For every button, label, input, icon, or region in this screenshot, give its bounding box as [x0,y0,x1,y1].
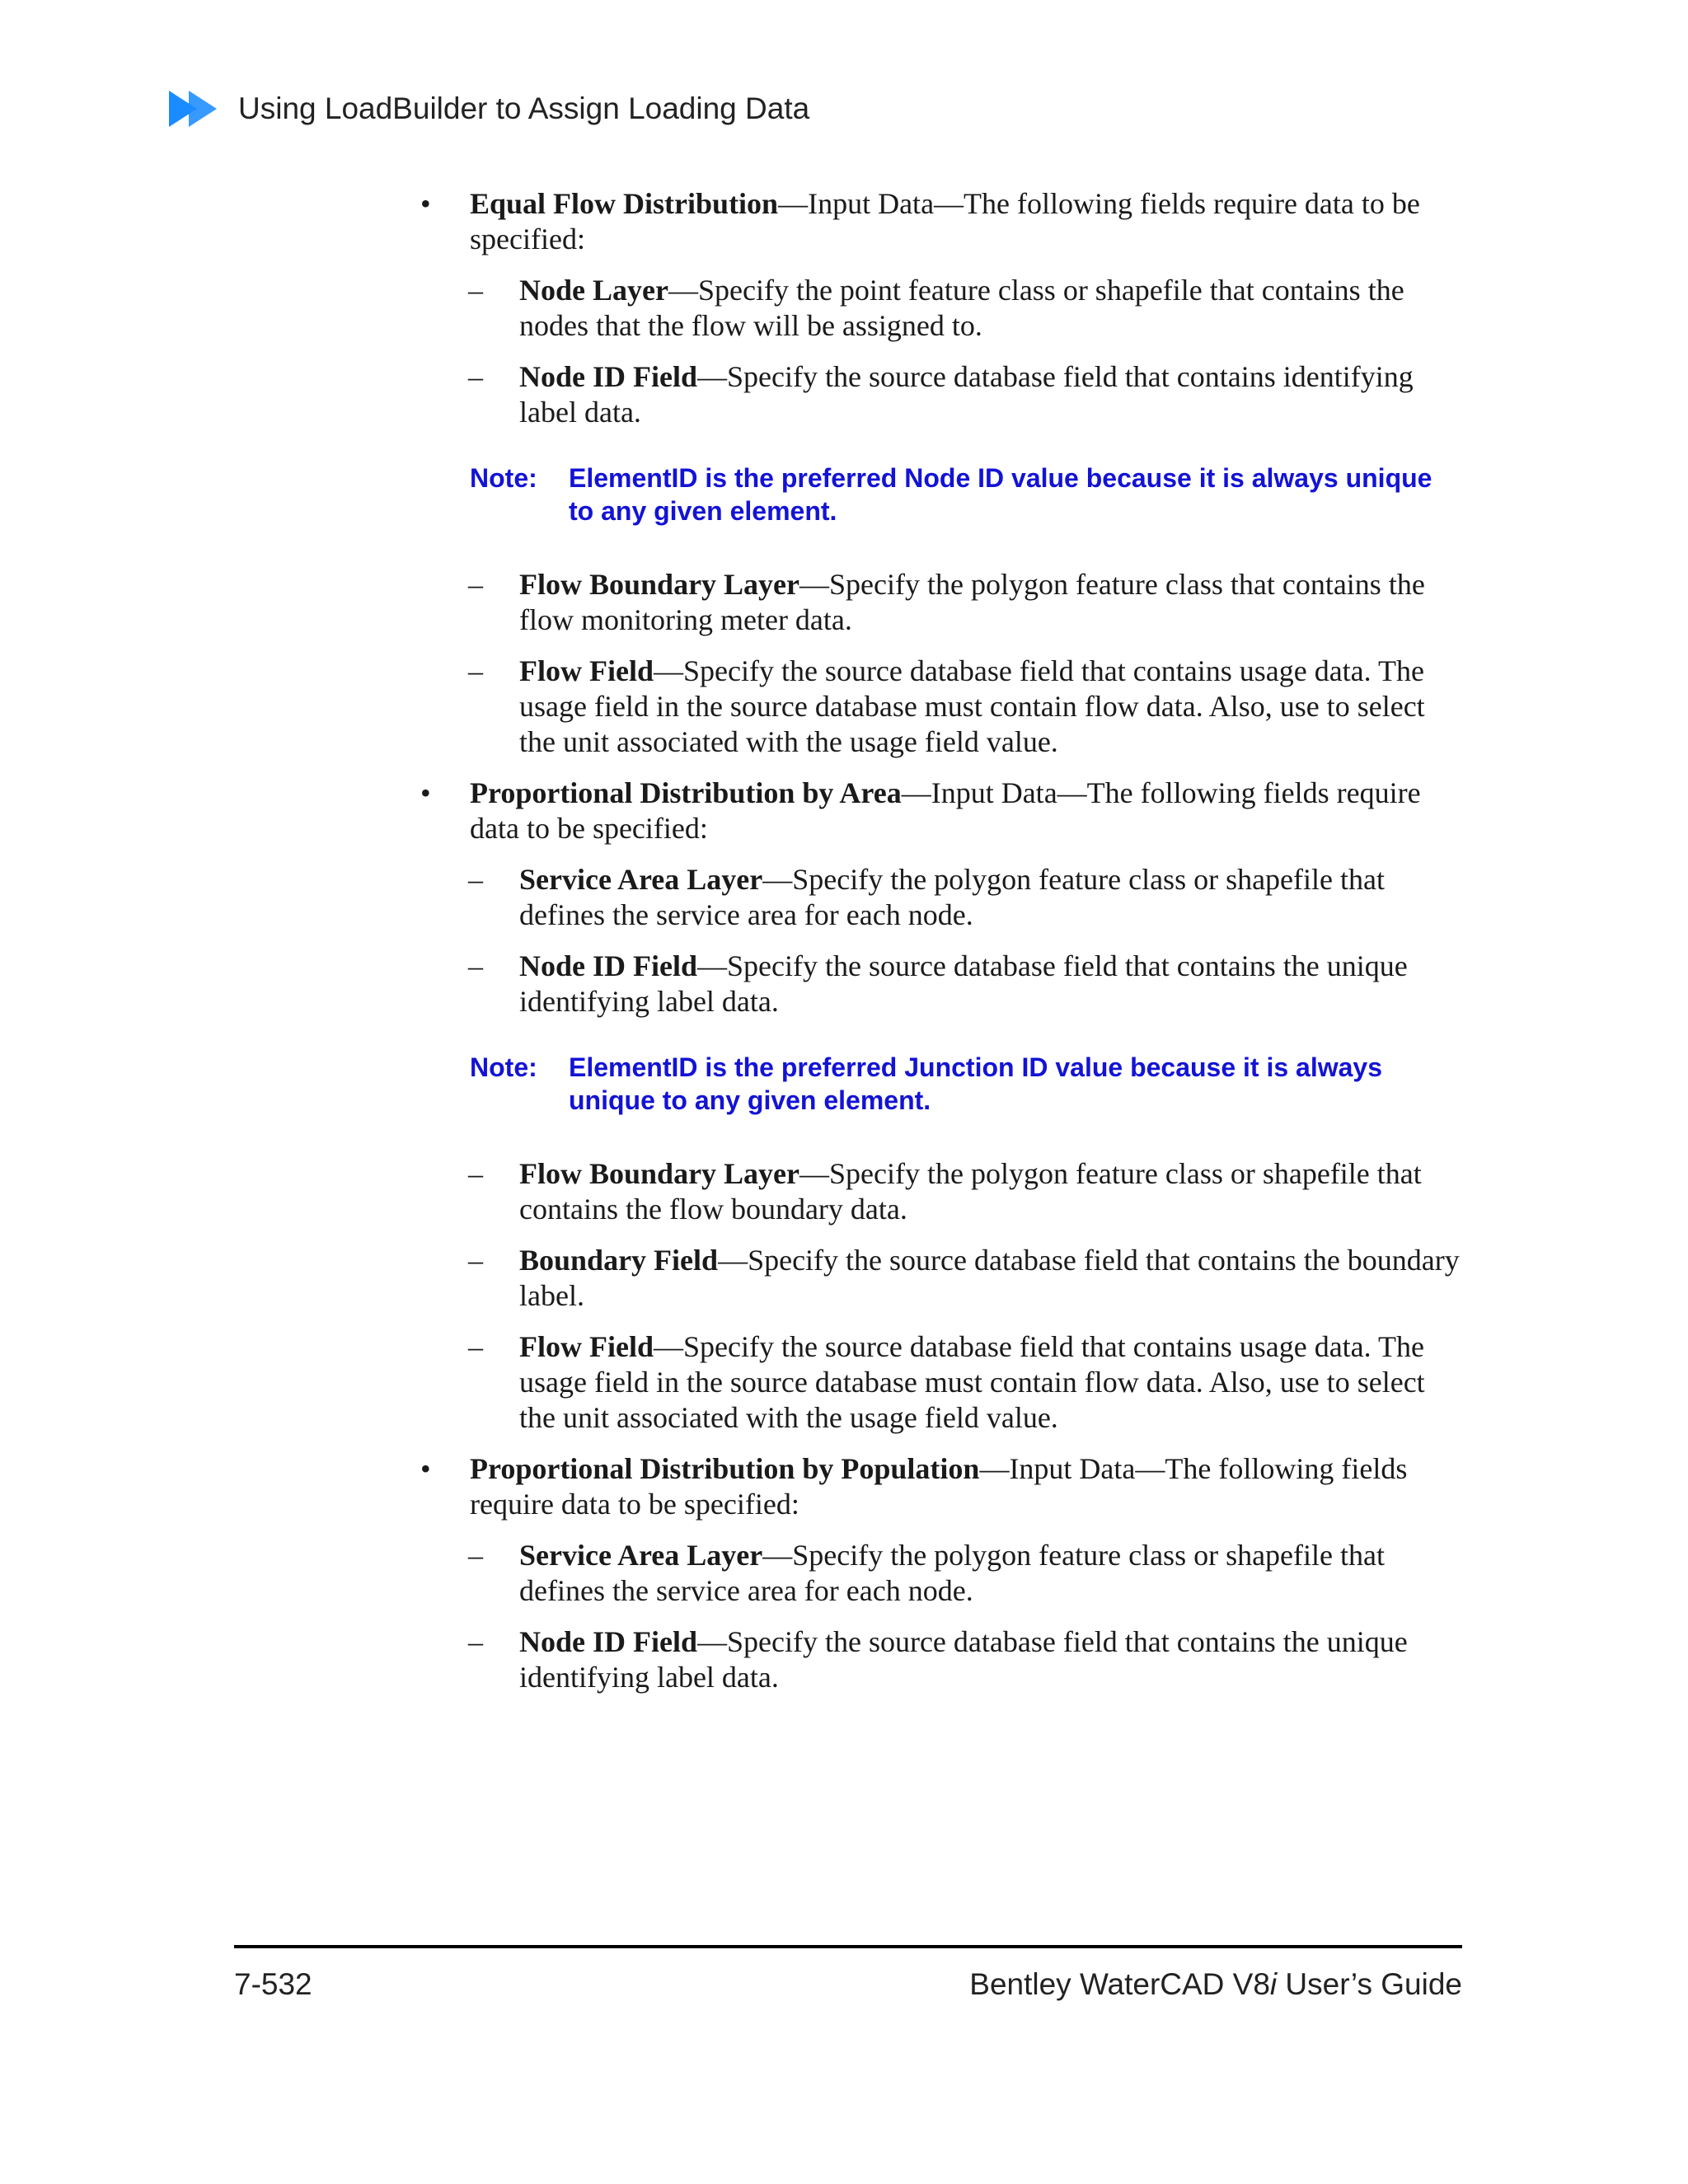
dash-marker: – [468,1625,483,1658]
double-chevron-right-icon [169,91,220,127]
dash-marker: – [468,568,483,601]
note-text: ElementID is the preferred Junction ID value because it is always unique to any given element. [569,1052,1383,1115]
dash-marker: – [468,1330,483,1363]
sub-item-term: Flow Boundary Layer [519,568,800,601]
sub-item-service-area-layer [419,862,1461,933]
sub-item-boundary-field [419,1243,1461,1314]
note-label: Note: [470,463,537,493]
sub-item-flow-boundary-layer [419,1156,1461,1227]
sub-item-service-area-layer [419,1538,1461,1609]
list-item-text: —Input Data—The following fields require data to be specified: [470,1452,1408,1521]
guide-title [969,1966,1462,2003]
sub-item-term: Flow Field [519,654,654,687]
note-junction-id [419,1051,1461,1117]
list-item-term: Equal Flow Distribution [470,187,779,220]
bullet-marker: • [420,1452,431,1485]
sub-item-text: —Specify the source database field that contains the unique identifying label data. [519,949,1408,1018]
sub-item-text: —Specify the source database field that contains the boundary label. [519,1244,1460,1312]
sub-item-term: Service Area Layer [519,1539,763,1572]
note-text: ElementID is the preferred Node ID value because it is always unique to any given element. [569,463,1432,526]
list-item-proportional-distribution-by-area [419,776,1461,846]
sub-item-text: —Specify the polygon feature class or shapefile that defines the service area for each node. [519,1539,1385,1607]
sub-item-node-id-field [419,949,1461,1019]
sub-item-flow-field [419,1329,1461,1436]
dash-marker: – [468,1157,483,1190]
sub-item-term: Node ID Field [519,949,697,982]
bullet-marker: • [420,776,431,809]
footer-rule [234,1945,1462,1948]
sub-item-text: —Specify the point feature class or shapefile that contains the nodes that the flow will be assigned to. [519,274,1404,342]
sub-item-term: Service Area Layer [519,863,763,896]
sub-item-flow-boundary-layer [419,567,1461,638]
note-node-id [419,462,1461,527]
running-header-title: Using LoadBuilder to Assign Loading Data [238,91,810,125]
dash-marker: – [468,274,483,307]
dash-marker: – [468,949,483,982]
guide-title-italic: i [1269,1967,1278,2001]
sub-item-term: Node Layer [519,274,668,307]
sub-item-text: —Specify the source database field that contains the unique identifying label data. [519,1625,1408,1694]
dash-marker: – [468,360,483,393]
sub-item-text: —Specify the polygon feature class that contains the flow monitoring meter data. [519,568,1425,636]
dash-marker: – [468,1244,483,1277]
sub-item-term: Boundary Field [519,1244,719,1277]
list-item-term: Proportional Distribution by Area [470,776,902,809]
sub-item-term: Node ID Field [519,360,697,393]
sub-item-term: Node ID Field [519,1625,697,1658]
sub-item-node-layer [419,273,1461,344]
sub-item-term: Flow Field [519,1330,654,1363]
note-label: Note: [470,1052,537,1082]
list-item-equal-flow-distribution [419,186,1461,257]
sub-item-text: —Specify the source database field that contains usage data. The usage field in the source database must contain flow data. Also, use to select the unit associated with the usage field value. [519,1330,1425,1434]
dash-marker: – [468,654,483,687]
sub-item-text: —Specify the polygon feature class or shapefile that defines the service area for each node. [519,863,1385,931]
sub-item-text: —Specify the source database field that contains identifying label data. [519,360,1414,429]
list-item-text: —Input Data—The following fields require data to be specified: [470,187,1420,255]
dash-marker: – [468,1539,483,1572]
sub-item-flow-field [419,654,1461,760]
page-header [169,86,809,132]
page-number: 7-532 [234,1967,312,2001]
document-body [419,186,1461,1711]
sub-item-node-id-field [419,1624,1461,1695]
list-item-proportional-distribution-by-population [419,1451,1461,1522]
list-item-text: —Input Data—The following fields require data to be specified: [470,776,1421,845]
guide-title-suffix: User’s Guide [1277,1967,1462,2001]
list-item-term: Proportional Distribution by Population [470,1452,980,1485]
sub-item-node-id-field [419,359,1461,430]
bullet-marker: • [420,187,431,220]
sub-item-text: —Specify the polygon feature class or shapefile that contains the flow boundary data. [519,1157,1422,1226]
sub-item-term: Flow Boundary Layer [519,1157,800,1190]
dash-marker: – [468,863,483,896]
guide-title-prefix: Bentley WaterCAD V8 [969,1967,1270,2001]
sub-item-text: —Specify the source database field that contains usage data. The usage field in the source database must contain flow data. Also, use to select the unit associated with the usage field value. [519,654,1425,758]
